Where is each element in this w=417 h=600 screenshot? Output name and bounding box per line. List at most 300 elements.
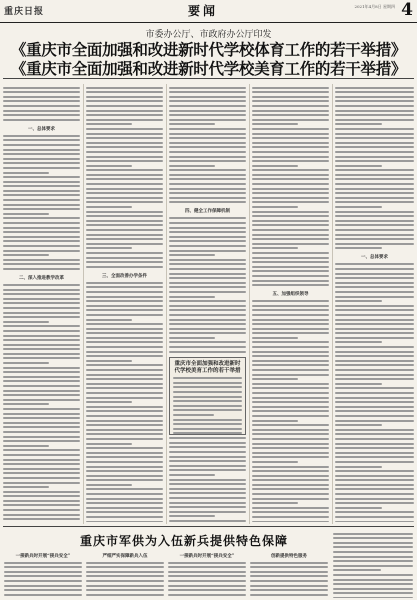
text-line (335, 146, 414, 148)
body-column-2 (86, 84, 163, 522)
text-line (3, 357, 80, 359)
text-line (3, 100, 80, 102)
text-line (335, 224, 414, 226)
text-line (252, 261, 329, 263)
text-line (3, 268, 80, 270)
text-line (169, 87, 246, 89)
text-line (86, 215, 163, 217)
text-line (86, 470, 163, 472)
text-line (86, 438, 163, 440)
text-line (335, 229, 414, 231)
text-line (4, 594, 82, 596)
text-line (86, 128, 163, 130)
text-line (86, 192, 163, 194)
text-line (86, 452, 163, 454)
text-line (252, 123, 298, 125)
text-line (3, 468, 80, 470)
text-line (333, 569, 381, 571)
bottom-column-2 (86, 553, 164, 598)
box-title: 重庆市全面加强和改进新时代学校美育工作的若干举措 (174, 360, 241, 374)
text-line (3, 298, 80, 300)
text-line (169, 465, 246, 467)
text-line (169, 488, 246, 490)
text-line (86, 521, 163, 522)
text-line (3, 222, 80, 224)
text-line (86, 516, 163, 518)
text-line (86, 562, 164, 564)
text-line (169, 217, 246, 219)
text-line (252, 383, 329, 385)
text-line (169, 506, 246, 508)
text-line (86, 238, 163, 240)
text-line (252, 266, 329, 268)
text-line (168, 571, 246, 573)
text-line (252, 392, 329, 394)
text-line (86, 447, 163, 449)
text-line (3, 289, 80, 291)
text-line (3, 91, 80, 93)
text-line (86, 188, 163, 190)
bottom-subhead: 一接新兵时开展“接兵安全” (15, 554, 71, 559)
text-line (252, 424, 329, 426)
text-line (3, 459, 80, 461)
text-line (3, 330, 80, 332)
text-line (169, 197, 246, 199)
text-line (173, 423, 242, 425)
text-line (335, 300, 382, 302)
text-line (333, 542, 413, 544)
headline-rule (3, 78, 414, 79)
text-line (335, 142, 414, 144)
text-line (252, 169, 329, 171)
text-line (252, 305, 329, 307)
section-subhead: 三、全面改善办学条件 (102, 273, 147, 279)
text-line (335, 502, 414, 504)
text-line (169, 460, 246, 462)
text-line (169, 114, 246, 116)
text-line (86, 456, 163, 458)
text-line (335, 433, 414, 435)
text-line (86, 580, 164, 582)
text-line (173, 382, 242, 384)
text-line (3, 390, 80, 392)
text-line (3, 208, 80, 210)
text-line (335, 429, 414, 431)
text-line (169, 188, 246, 190)
text-line (86, 146, 163, 148)
text-line (252, 364, 329, 366)
text-line (250, 585, 328, 587)
text-line (3, 259, 80, 261)
text-line (3, 339, 80, 341)
text-line (252, 280, 329, 282)
text-line (3, 518, 80, 520)
text-line (252, 521, 329, 522)
text-line (173, 414, 214, 416)
text-line (335, 114, 414, 116)
text-line (3, 376, 80, 378)
text-line (3, 463, 80, 465)
text-line (3, 454, 80, 456)
text-line (335, 160, 414, 162)
bottom-subhead: 严细严实保障新兵入伍 (102, 554, 148, 559)
text-line (252, 238, 329, 240)
text-line (86, 91, 163, 93)
text-line (333, 533, 413, 535)
text-line (250, 575, 328, 577)
text-line (169, 119, 246, 121)
text-line (86, 87, 163, 89)
text-line (335, 383, 382, 385)
text-line (335, 452, 414, 454)
text-line (3, 504, 80, 506)
text-line (169, 305, 246, 307)
text-line (3, 302, 80, 304)
text-line (252, 257, 329, 259)
text-line (252, 229, 329, 231)
text-line (86, 174, 163, 176)
text-line (335, 282, 414, 284)
text-line (173, 432, 242, 434)
text-line (335, 470, 414, 472)
text-line (168, 580, 246, 582)
text-line (86, 314, 163, 316)
text-line (335, 360, 414, 362)
text-line (86, 296, 163, 298)
text-line (335, 273, 414, 275)
text-line (86, 309, 163, 311)
text-line (86, 229, 163, 231)
text-line (252, 360, 329, 362)
text-line (252, 438, 329, 440)
text-line (173, 409, 242, 411)
text-line (86, 266, 163, 268)
bottom-column-4 (250, 553, 328, 598)
text-line (333, 556, 413, 558)
text-line (252, 484, 329, 486)
text-line (86, 282, 163, 284)
text-line (335, 488, 414, 490)
text-line (335, 119, 414, 121)
text-line (3, 227, 80, 229)
text-line (252, 378, 298, 380)
text-line (86, 589, 164, 591)
text-line (335, 305, 414, 307)
text-line (4, 562, 82, 564)
text-line (86, 243, 163, 245)
text-line (335, 263, 414, 265)
text-line (3, 440, 80, 442)
text-line (250, 594, 328, 596)
text-line (86, 378, 163, 380)
text-line (335, 456, 414, 458)
text-line (86, 337, 163, 339)
text-line (250, 571, 328, 573)
text-line (169, 201, 246, 203)
text-line (86, 105, 163, 107)
text-line (86, 110, 163, 112)
text-line (252, 165, 298, 167)
bottom-column-5 (333, 530, 413, 598)
text-line (335, 87, 414, 89)
text-line (252, 234, 329, 236)
text-line (169, 231, 246, 233)
text-line (86, 119, 163, 121)
text-line (252, 224, 329, 226)
text-line (335, 406, 414, 408)
text-line (3, 316, 80, 318)
text-line (252, 220, 329, 222)
text-line (335, 438, 414, 440)
text-line (333, 560, 413, 562)
text-line (86, 360, 132, 362)
text-line (335, 234, 414, 236)
text-line (3, 353, 80, 355)
text-line (86, 151, 163, 153)
text-line (335, 337, 414, 339)
text-line (169, 469, 246, 471)
text-line (335, 475, 414, 477)
text-line (3, 172, 49, 174)
text-line (252, 493, 329, 495)
text-line (169, 105, 246, 107)
text-line (335, 291, 414, 293)
text-line (3, 250, 80, 252)
text-line (86, 156, 163, 158)
text-line (3, 445, 49, 447)
text-line (3, 486, 49, 488)
text-line (86, 234, 163, 236)
text-line (252, 328, 329, 330)
text-line (252, 410, 329, 412)
text-line (169, 183, 246, 185)
text-line (335, 286, 414, 288)
text-line (252, 192, 329, 194)
text-line (250, 580, 328, 582)
text-line (252, 114, 329, 116)
text-line (250, 566, 328, 568)
text-line (252, 133, 329, 135)
bottom-subhead: 一接新兵时开展“接兵安全” (179, 554, 235, 559)
text-line (169, 446, 246, 448)
text-line (86, 397, 163, 399)
text-line (4, 575, 82, 577)
text-line (252, 401, 329, 403)
text-line (335, 516, 414, 518)
text-line (86, 401, 132, 403)
text-line (3, 96, 80, 98)
text-line (86, 291, 163, 293)
text-line (335, 355, 414, 357)
section-subhead: 一、总体要求 (361, 255, 388, 261)
text-line (252, 197, 329, 199)
text-line (252, 337, 298, 339)
text-line (252, 461, 298, 463)
text-line (86, 178, 163, 180)
text-line (173, 377, 242, 379)
text-line (86, 261, 163, 263)
text-line (252, 300, 329, 302)
text-line (169, 250, 246, 252)
text-line (252, 456, 329, 458)
text-line (3, 245, 80, 247)
text-line (169, 286, 246, 288)
text-line (3, 417, 80, 419)
text-line (333, 537, 413, 539)
text-line (252, 387, 329, 389)
text-line (3, 144, 80, 146)
text-line (252, 100, 329, 102)
text-line (335, 461, 414, 463)
text-line (335, 178, 414, 180)
text-line (86, 197, 163, 199)
text-line (169, 479, 246, 481)
text-line (86, 387, 163, 389)
text-line (3, 408, 80, 410)
text-line (169, 178, 246, 180)
text-line (86, 341, 163, 343)
text-line (252, 156, 329, 158)
text-line (173, 396, 242, 398)
text-line (86, 433, 163, 435)
text-line (3, 254, 49, 256)
text-line (3, 162, 80, 164)
text-line (3, 394, 80, 396)
text-line (86, 183, 163, 185)
text-line (86, 346, 163, 348)
text-line (169, 314, 246, 316)
text-line (335, 507, 382, 509)
text-line (169, 151, 246, 153)
text-line (3, 367, 80, 369)
text-line (86, 201, 163, 203)
text-line (335, 332, 414, 334)
text-line (86, 220, 163, 222)
text-line (169, 165, 215, 167)
text-line (4, 580, 82, 582)
text-line (3, 293, 80, 295)
newspaper-logo: 重庆日报 (4, 7, 45, 17)
text-line (252, 309, 329, 311)
text-line (86, 351, 163, 353)
text-line (252, 201, 329, 203)
text-line (3, 431, 80, 433)
text-line (3, 149, 80, 151)
text-line (252, 215, 329, 217)
text-line (252, 470, 329, 472)
text-line (335, 243, 414, 245)
text-line (173, 419, 242, 421)
text-line (169, 309, 246, 311)
text-line (252, 341, 329, 343)
text-line (252, 406, 329, 408)
text-line (252, 498, 329, 500)
text-line (335, 215, 414, 217)
text-line (86, 169, 163, 171)
text-line (252, 443, 329, 445)
text-line (3, 312, 80, 314)
text-line (335, 238, 414, 240)
text-line (86, 566, 164, 568)
text-line (3, 231, 80, 233)
section-title: 要闻 (188, 4, 219, 18)
text-line (335, 192, 414, 194)
text-line (335, 277, 414, 279)
text-line (333, 579, 413, 581)
text-line (86, 286, 163, 288)
text-line (86, 420, 163, 422)
text-line (169, 96, 246, 98)
text-line (250, 589, 328, 591)
text-line (335, 105, 414, 107)
text-line (333, 565, 413, 567)
text-line (169, 146, 246, 148)
text-line (252, 105, 329, 107)
text-line (169, 245, 246, 247)
text-line (252, 397, 329, 399)
text-line (169, 254, 215, 256)
text-line (335, 323, 414, 325)
text-line (169, 137, 246, 139)
text-line (3, 190, 80, 192)
text-line (252, 374, 329, 376)
text-line (252, 119, 329, 121)
text-line (252, 466, 329, 468)
text-line (86, 137, 163, 139)
text-line (169, 451, 246, 453)
text-line (252, 452, 329, 454)
text-line (335, 211, 414, 213)
text-line (168, 566, 246, 568)
text-line (86, 323, 163, 325)
text-line (86, 123, 132, 125)
body-column-4 (252, 84, 329, 522)
text-line (173, 391, 242, 393)
text-line (252, 87, 329, 89)
text-line (252, 188, 329, 190)
text-line (252, 319, 329, 321)
text-line (335, 206, 382, 208)
text-line (86, 507, 163, 509)
text-line (335, 346, 414, 348)
text-line (335, 521, 414, 522)
text-line (169, 282, 246, 284)
text-line (4, 589, 82, 591)
text-line (3, 114, 80, 116)
text-line (3, 380, 80, 382)
text-line (335, 220, 414, 222)
text-line (3, 263, 80, 265)
text-line (252, 314, 329, 316)
text-line (169, 323, 246, 325)
text-line (252, 137, 329, 139)
text-line (86, 114, 163, 116)
text-line (333, 588, 413, 590)
text-line (86, 305, 163, 307)
section-subhead: 二、深入推进教学改革 (19, 275, 64, 281)
text-line (3, 110, 80, 112)
text-line (3, 477, 80, 479)
text-line (252, 128, 329, 130)
text-line (4, 585, 82, 587)
text-line (252, 284, 329, 286)
text-line (252, 252, 329, 254)
text-line (86, 511, 163, 513)
text-line (3, 194, 80, 196)
text-line (86, 300, 163, 302)
text-line (335, 401, 414, 403)
text-line (335, 314, 414, 316)
